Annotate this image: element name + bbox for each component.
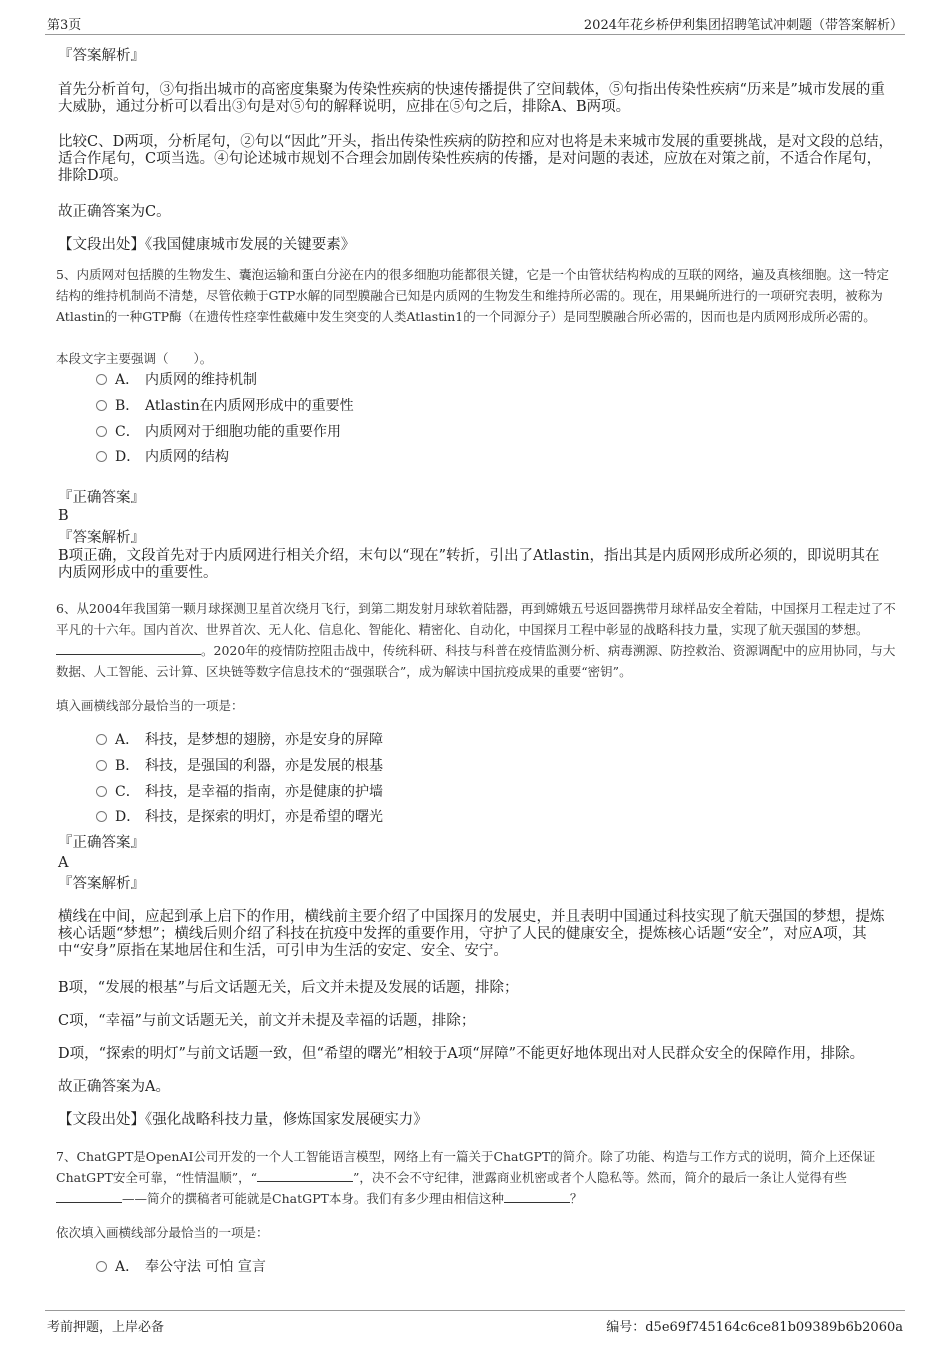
radio-icon[interactable] bbox=[96, 734, 107, 745]
q4-analysis-p2: 比较C、D两项，分析尾句，②句以“因此”开头，指出传染性疾病的防控和应对也将是未来城市发展的重要挑战，是对文段的总结，适合作尾句，C项当选。④句论述城市规划不合理会加剧传染性疾病的传播，是对问题的表述，应放在对策之前，不适合作尾句，排除D项。 bbox=[58, 134, 894, 184]
q5-option-b[interactable] bbox=[96, 397, 354, 415]
option-letter: A． bbox=[115, 1259, 140, 1275]
q4-analysis-label: 『答案解析』 bbox=[58, 48, 145, 64]
q7-stem-part4: ？ bbox=[569, 1191, 583, 1206]
q5-option-c[interactable] bbox=[96, 423, 341, 441]
q5-answer-label: 『正确答案』 bbox=[58, 490, 145, 506]
page-number: 第3页 bbox=[47, 18, 82, 33]
q7-prompt: 依次填入画横线部分最恰当的一项是： bbox=[56, 1225, 269, 1240]
radio-icon[interactable] bbox=[96, 786, 107, 797]
option-text: Atlastin在内质网形成中的重要性 bbox=[145, 398, 354, 414]
radio-icon[interactable] bbox=[96, 400, 107, 411]
option-letter: C． bbox=[115, 784, 140, 800]
q6-stem-part2: 。2020年的疫情防控阻击战中，传统科研、科技与科普在疫情监测分析、病毒溯源、防控救治、资源调配中的应用协同，与大数据、人工智能、云计算、区块链等数字信息技术的“强强联合”，成为解读中国抗疫成果的重要“密钥”。 bbox=[56, 643, 896, 679]
q6-answer: A bbox=[58, 855, 69, 871]
q5-analysis-label: 『答案解析』 bbox=[58, 530, 145, 546]
footer-slogan: 考前押题，上岸必备 bbox=[47, 1320, 165, 1335]
option-text: 科技，是强国的利器，亦是发展的根基 bbox=[145, 758, 383, 774]
radio-icon[interactable] bbox=[96, 811, 107, 822]
option-letter: A． bbox=[115, 372, 140, 388]
q6-analysis-label: 『答案解析』 bbox=[58, 876, 145, 892]
option-letter: A． bbox=[115, 732, 140, 748]
q6-blank bbox=[56, 642, 201, 655]
option-letter: B． bbox=[115, 398, 140, 414]
option-letter: D． bbox=[115, 449, 141, 465]
q6-analysis-p4: D项，“探索的明灯”与前文话题一致，但“希望的曙光”相较于A项“屏障”不能更好地体现出对人民群众安全的保障作用，排除。 bbox=[58, 1046, 865, 1062]
q6-source: 【文段出处】《强化战略科技力量，修炼国家发展硬实力》 bbox=[58, 1112, 428, 1128]
q7-option-a[interactable] bbox=[96, 1258, 266, 1276]
q7-blank-1 bbox=[257, 1169, 353, 1182]
radio-icon[interactable] bbox=[96, 374, 107, 385]
q7-blank-3 bbox=[504, 1190, 570, 1203]
document-id: 编号：d5e69f745164c6ce81b09389b6b2060a bbox=[606, 1320, 903, 1335]
q7-stem bbox=[56, 1146, 898, 1209]
page-footer bbox=[45, 1310, 905, 1339]
option-text: 科技，是梦想的翅膀，亦是安身的屏障 bbox=[145, 732, 383, 748]
q6-answer-label: 『正确答案』 bbox=[58, 835, 145, 851]
q7-stem-part3: ——简介的撰稿者可能就是ChatGPT本身。我们有多少理由相信这种 bbox=[122, 1191, 504, 1206]
q6-stem bbox=[56, 598, 898, 682]
option-text: 科技，是幸福的指南，亦是健康的护墙 bbox=[145, 784, 383, 800]
q4-conclusion: 故正确答案为C。 bbox=[58, 204, 171, 220]
q7-blank-2 bbox=[56, 1190, 122, 1203]
document-title: 2024年花乡桥伊利集团招聘笔试冲刺题（带答案解析） bbox=[583, 18, 903, 33]
option-letter: D． bbox=[115, 809, 141, 825]
q6-conclusion: 故正确答案为A。 bbox=[58, 1079, 170, 1095]
q5-option-a[interactable] bbox=[96, 371, 257, 389]
radio-icon[interactable] bbox=[96, 426, 107, 437]
q6-analysis-p1: 横线在中间，应起到承上启下的作用，横线前主要介绍了中国探月的发展史，并且表明中国通过科技实现了航天强国的梦想，提炼核心话题“梦想”；横线后则介绍了科技在抗疫中发挥的重要作用，守护了人民的健康安全，提炼核心话题“安全”，对应A项，其中“安身”原指在某地居住和生活，可引申为生活的安定、安全、安宁。 bbox=[58, 909, 885, 959]
q6-option-d[interactable] bbox=[96, 808, 383, 826]
radio-icon[interactable] bbox=[96, 1261, 107, 1272]
q4-analysis-p1: 首先分析首句，③句指出城市的高密度集聚为传染性疾病的快速传播提供了空间载体，⑤句指出传染性疾病“历来是”城市发展的重大威胁，通过分析可以看出③句是对⑤句的解释说明，应排在⑤句之后，排除A、B两项。 bbox=[58, 82, 885, 115]
option-letter: C． bbox=[115, 424, 140, 440]
q6-option-c[interactable] bbox=[96, 783, 383, 801]
q6-stem-part1: 6、从2004年我国第一颗月球探测卫星首次绕月飞行，到第二期发射月球软着陆器，再到嫦娥五号返回器携带月球样品安全着陆，中国探月工程走过了不平凡的十六年。国内首次、世界首次、无人化、信息化、智能化、精密化、自动化，中国探月工程中彰显的战略科技力量，实现了航天强国的梦想。 bbox=[56, 601, 896, 637]
q5-stem: 5、内质网对包括膜的生物发生、囊泡运输和蛋白分泌在内的很多细胞功能都很关键，它是一个由管状结构构成的互联的网络，遍及真核细胞。这一特定结构的维持机制尚不清楚，尽管依赖于GTP水解的同型膜融合已知是内质网的生物发生和维持所必需的。现在，用果蝇所进行的一项研究表明，被称为Atlastin的一种GTP酶（在遗传性痉挛性截瘫中发生突变的人类Atlastin1的一个同源分子）是同型膜融合所必需的，因而也是内质网形成所必需的。 bbox=[56, 267, 889, 324]
radio-icon[interactable] bbox=[96, 451, 107, 462]
option-text: 内质网的维持机制 bbox=[145, 372, 257, 388]
q5-prompt: 本段文字主要强调（ ）。 bbox=[56, 351, 213, 366]
q5-answer: B bbox=[58, 508, 69, 524]
q6-option-a[interactable] bbox=[96, 731, 383, 749]
option-text: 奉公守法 可怕 宣言 bbox=[145, 1259, 266, 1275]
q7-stem-part2: ”，决不会不守纪律，泄露商业机密或者个人隐私等。然而，简介的最后一条让人觉得有些 bbox=[353, 1170, 847, 1185]
page-header bbox=[45, 12, 905, 35]
option-letter: B． bbox=[115, 758, 140, 774]
q6-analysis-p2: B项，“发展的根基”与后文话题无关，后文并未提及发展的话题，排除； bbox=[58, 980, 519, 996]
option-text: 内质网的结构 bbox=[145, 449, 229, 465]
q7-stem-part1: 7、ChatGPT是OpenAI公司开发的一个人工智能语言模型，网络上有一篇关于ChatGPT的简介。除了功能、构造与工作方式的说明，简介上还保证ChatGPT安全可靠，“性情温顺”，“ bbox=[56, 1149, 876, 1185]
option-text: 科技，是探索的明灯，亦是希望的曙光 bbox=[145, 809, 383, 825]
q6-option-b[interactable] bbox=[96, 757, 383, 775]
radio-icon[interactable] bbox=[96, 760, 107, 771]
q6-prompt: 填入画横线部分最恰当的一项是： bbox=[56, 698, 244, 713]
q4-source: 【文段出处】《我国健康城市发展的关键要素》 bbox=[58, 237, 356, 253]
option-text: 内质网对于细胞功能的重要作用 bbox=[145, 424, 341, 440]
q5-analysis: B项正确，文段首先对于内质网进行相关介绍，末句以“现在”转折，引出了Atlastin，指出其是内质网形成所必须的，即说明其在内质网形成中的重要性。 bbox=[58, 548, 880, 581]
q6-analysis-p3: C项，“幸福”与前文话题无关，前文并未提及幸福的话题，排除； bbox=[58, 1013, 476, 1029]
q5-option-d[interactable] bbox=[96, 448, 229, 466]
